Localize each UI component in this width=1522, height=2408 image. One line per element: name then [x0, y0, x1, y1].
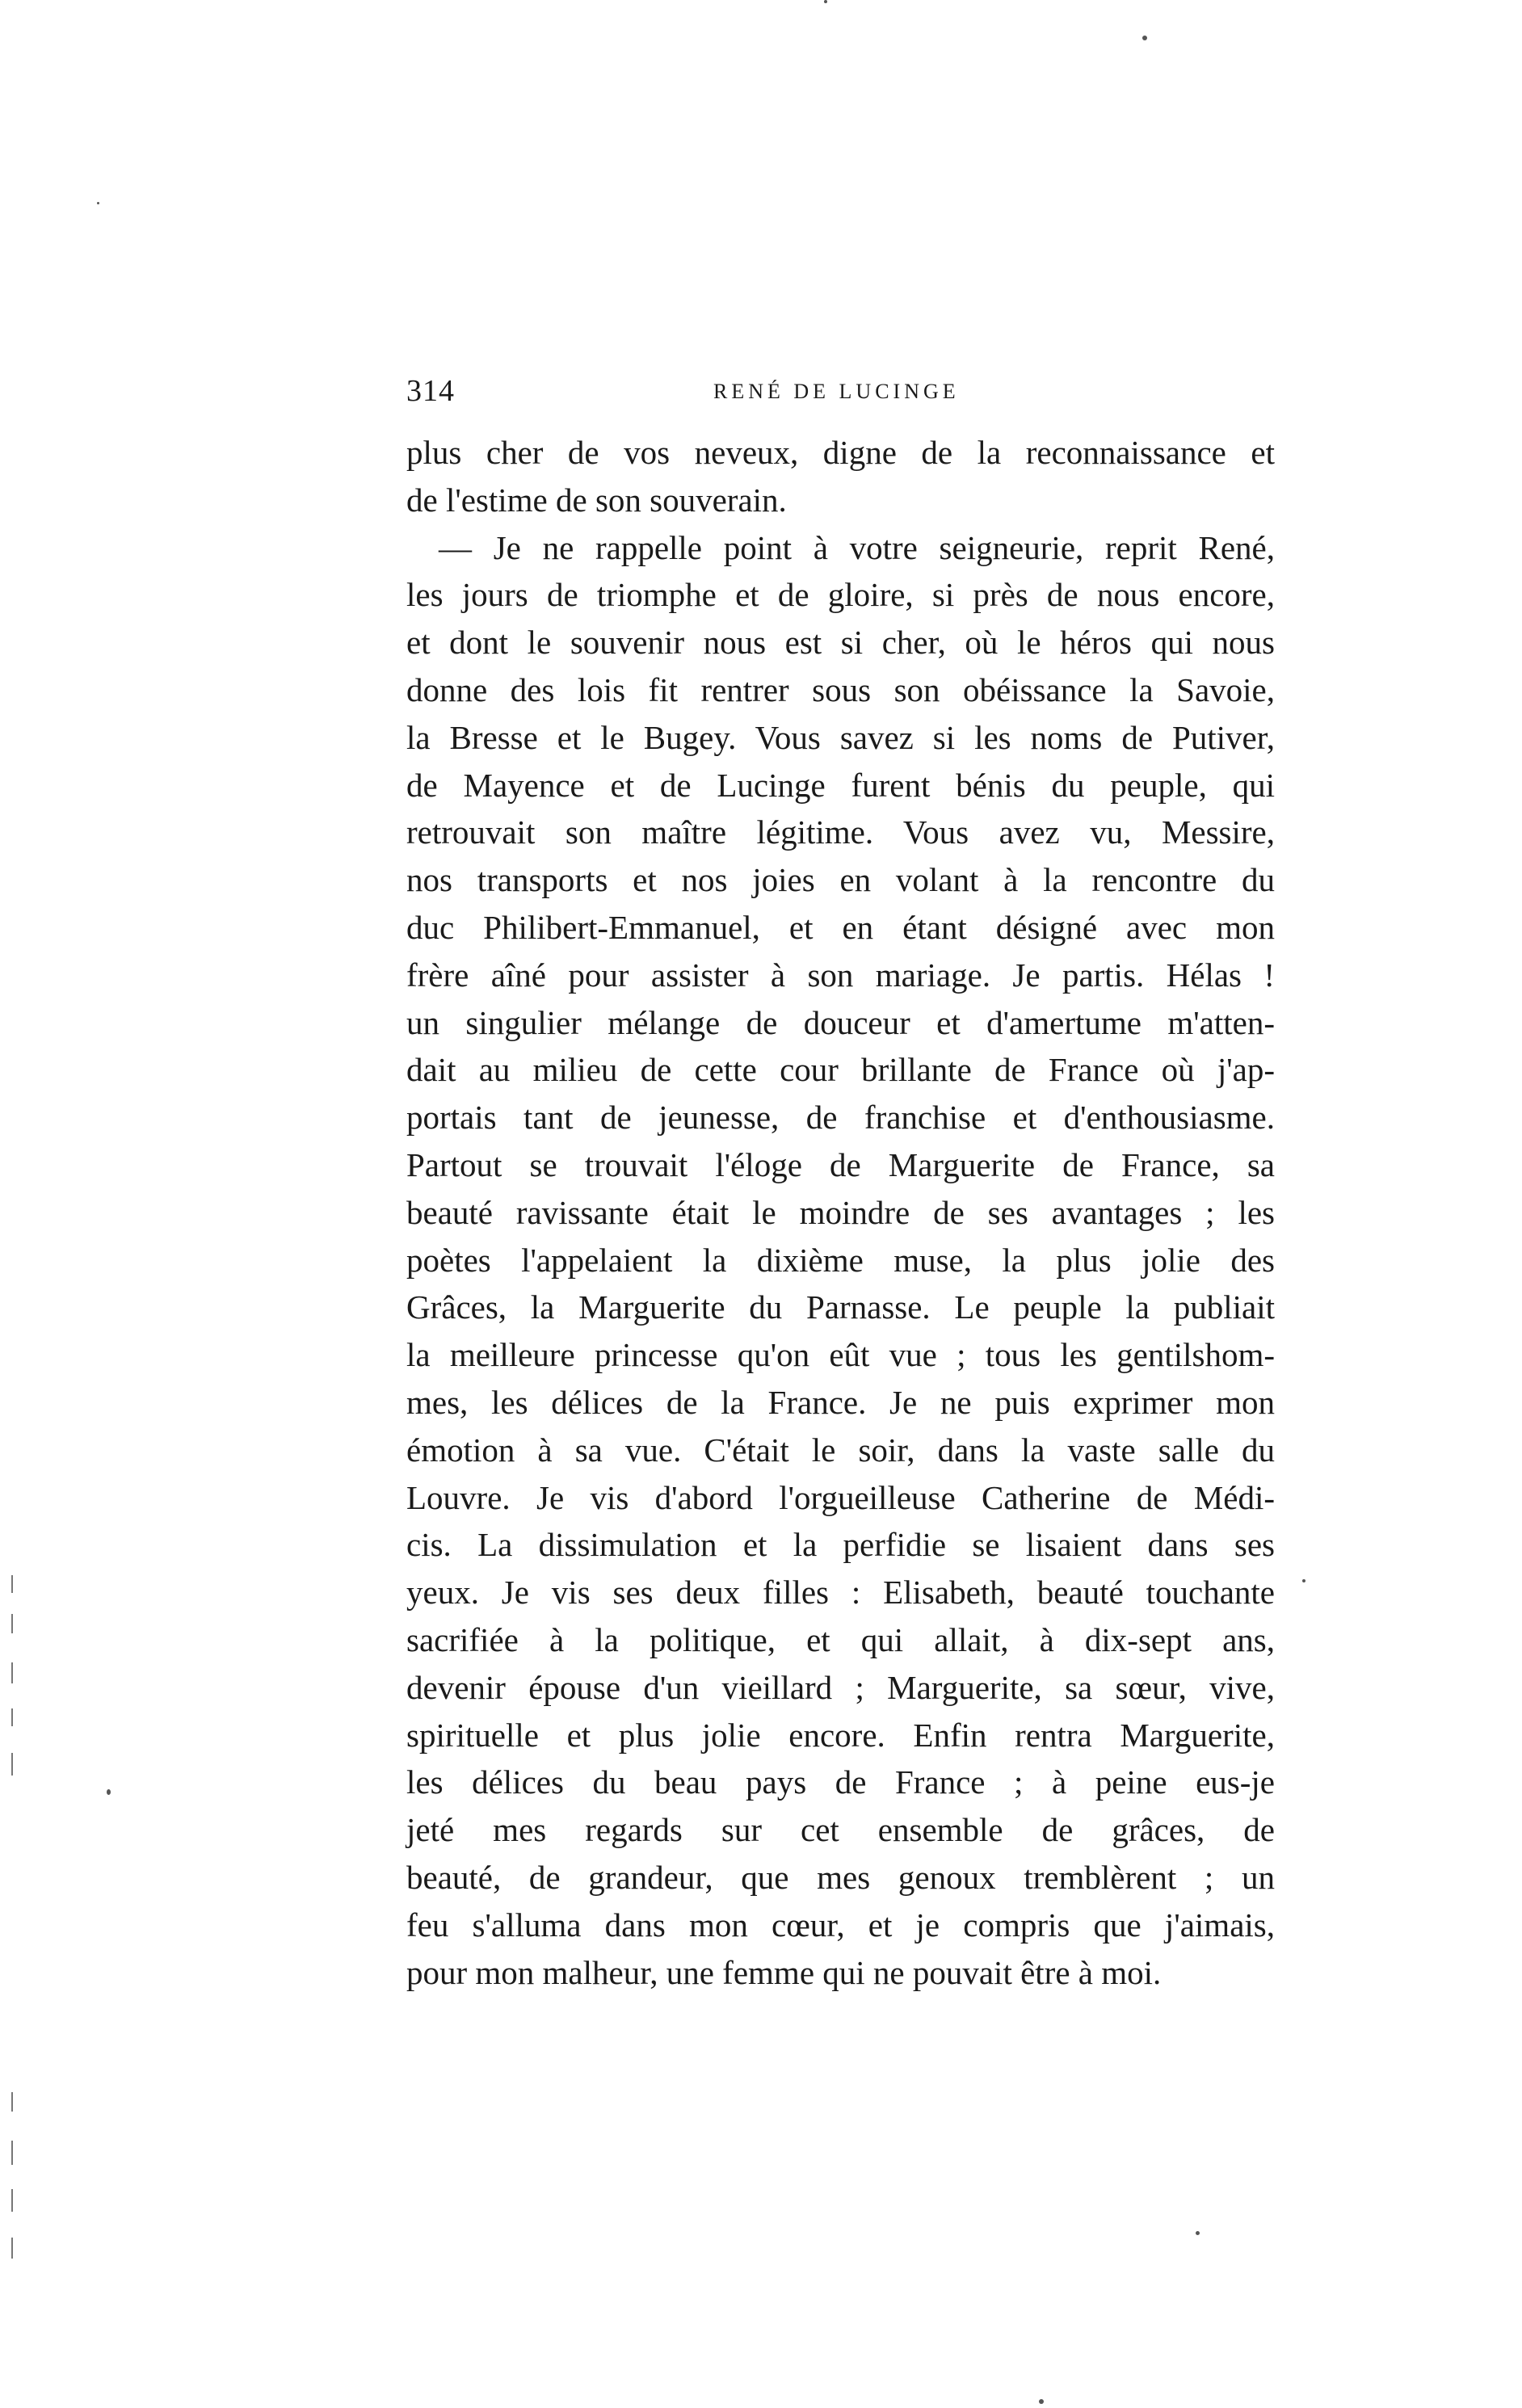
text-line: pour mon malheur, une femme qui ne pouvait être à moi. — [406, 1953, 1162, 1991]
text-line: frère aîné pour assister à son mariage. Je partis. Hélas ! — [406, 956, 1275, 994]
text-line: donne des lois fit rentrer sous son obéissance la Savoie, — [406, 670, 1275, 708]
text-line: de l'estime de son souverain. — [406, 481, 787, 519]
text-line: cis. La dissimulation et la perfidie se lisaient dans ses — [406, 1526, 1275, 1564]
paper-speck — [97, 202, 99, 204]
body-text — [406, 429, 1275, 1996]
binding-mark — [11, 1575, 13, 1593]
paper-speck — [1302, 1579, 1305, 1582]
binding-mark — [11, 1614, 13, 1633]
text-line: Partout se trouvait l'éloge de Marguerite de France, sa — [406, 1145, 1275, 1183]
text-line: la Bresse et le Bugey. Vous savez si les noms de Putiver, — [406, 718, 1275, 756]
running-title: RENÉ DE LUCINGE — [713, 380, 960, 403]
binding-mark — [11, 2238, 13, 2259]
text-line: mes, les délices de la France. Je ne puis exprimer mon — [406, 1383, 1275, 1421]
paper-speck — [824, 0, 827, 3]
text-line: nos transports et nos joies en volant à la rencontre du — [406, 861, 1275, 899]
paper-speck — [1196, 2231, 1200, 2235]
text-line: spirituelle et plus jolie encore. Enfin rentra Marguerite, — [406, 1716, 1275, 1754]
text-line: émotion à sa vue. C'était le soir, dans la vaste salle du — [406, 1431, 1275, 1469]
text-line: feu s'alluma dans mon cœur, et je compris que j'aimais, — [406, 1906, 1275, 1944]
paper-speck — [1142, 36, 1147, 40]
text-line: retrouvait son maître légitime. Vous avez vu, Messire, — [406, 813, 1275, 851]
text-line: la meilleure princesse qu'on eût vue ; tous les gentilshom- — [406, 1336, 1275, 1374]
text-line: — Je ne rappelle point à votre seigneurie, reprit René, — [439, 528, 1275, 566]
text-line: de Mayence et de Lucinge furent bénis du peuple, qui — [406, 766, 1275, 804]
text-line: beauté, de grandeur, que mes genoux tremblèrent ; un — [406, 1858, 1275, 1896]
binding-mark — [11, 1662, 13, 1683]
text-line: sacrifiée à la politique, et qui allait, à dix-sept ans, — [406, 1620, 1275, 1658]
text-line: yeux. Je vis ses deux filles : Elisabeth, beauté touchante — [406, 1574, 1275, 1612]
paper-speck — [1039, 2399, 1044, 2404]
binding-mark — [11, 1708, 13, 1726]
text-line: duc Philibert-Emmanuel, et en étant désigné avec mon — [406, 908, 1275, 946]
running-head — [406, 373, 1275, 414]
text-line: plus cher de vos neveux, digne de la reconnaissance et — [406, 434, 1275, 471]
text-line: les jours de triomphe et de gloire, si près de nous encore, — [406, 576, 1275, 614]
binding-mark — [11, 2092, 13, 2112]
paper-speck — [107, 1789, 111, 1795]
text-line: devenir épouse d'un vieillard ; Marguerite, sa sœur, vive, — [406, 1668, 1275, 1706]
text-line: un singulier mélange de douceur et d'amertume m'atten- — [406, 1003, 1275, 1041]
text-line: les délices du beau pays de France ; à peine eus-je — [406, 1763, 1275, 1801]
binding-mark — [11, 1753, 13, 1776]
text-line: dait au milieu de cette cour brillante de France où j'ap- — [406, 1051, 1275, 1089]
text-line: beauté ravissante était le moindre de ses avantages ; les — [406, 1193, 1275, 1231]
text-line: portais tant de jeunesse, de franchise et d'enthousiasme. — [406, 1099, 1275, 1137]
binding-mark — [11, 2141, 13, 2165]
text-line: et dont le souvenir nous est si cher, où le héros qui nous — [406, 624, 1275, 662]
text-line: Louvre. Je vis d'abord l'orgueilleuse Catherine de Médi- — [406, 1478, 1275, 1516]
text-line: jeté mes regards sur cet ensemble de grâces, de — [406, 1811, 1275, 1849]
binding-mark — [11, 2189, 13, 2212]
page-number: 314 — [406, 374, 455, 408]
text-line: Grâces, la Marguerite du Parnasse. Le peuple la publiait — [406, 1288, 1275, 1326]
text-line: poètes l'appelaient la dixième muse, la plus jolie des — [406, 1241, 1275, 1279]
